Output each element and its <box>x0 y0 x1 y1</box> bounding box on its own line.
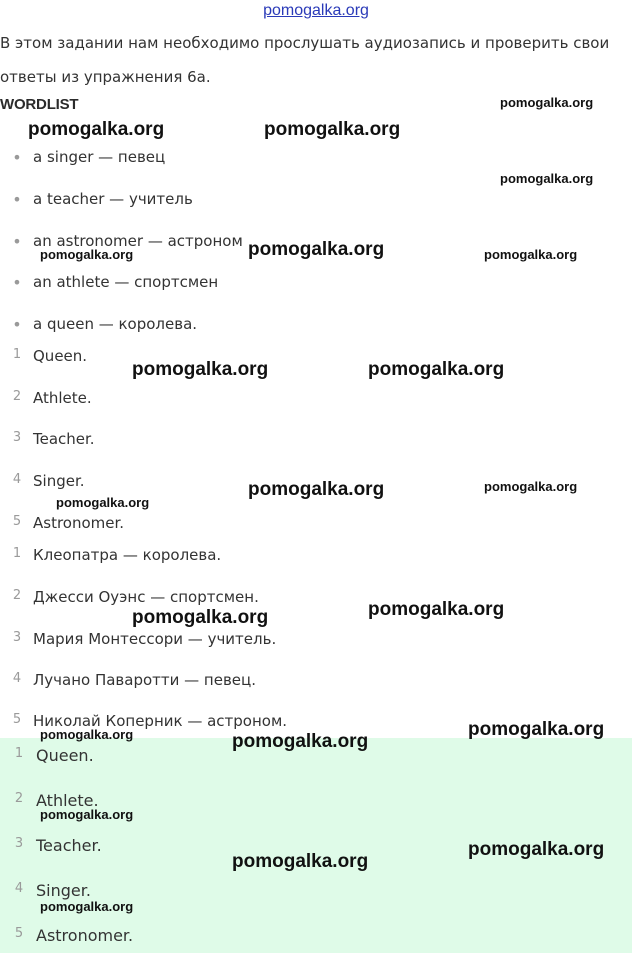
watermark: pomogalka.org <box>484 479 578 494</box>
watermark: pomogalka.org <box>40 727 134 742</box>
watermark: pomogalka.org <box>28 119 165 140</box>
list-number: 5 <box>12 514 22 529</box>
intro-text: В этом задании нам необходимо прослушать аудиозапись и проверить свои ответы из упражнения 6a. <box>0 34 610 86</box>
watermark: pomogalka.org <box>248 479 385 500</box>
bullet-icon: • <box>12 232 22 251</box>
watermark: pomogalka.org <box>40 247 134 262</box>
watermark: pomogalka.org <box>232 731 369 752</box>
bullet-icon: • <box>12 148 22 167</box>
watermark: pomogalka.org <box>56 495 150 510</box>
watermark: pomogalka.org <box>232 851 369 872</box>
list-number: 2 <box>12 588 22 603</box>
list-number: 4 <box>14 881 24 896</box>
watermark: pomogalka.org <box>40 807 134 822</box>
watermark: pomogalka.org <box>264 119 401 140</box>
watermark: pomogalka.org <box>484 247 578 262</box>
list-number: 2 <box>14 791 24 806</box>
list-number: 3 <box>14 836 24 851</box>
watermark: pomogalka.org <box>468 719 605 740</box>
site-link[interactable]: pomogalka.org <box>263 2 369 19</box>
watermark: pomogalka.org <box>40 899 134 914</box>
wordlist-title: WORDLIST <box>0 96 79 113</box>
list-number: 1 <box>14 746 24 761</box>
watermark: pomogalka.org <box>500 95 594 110</box>
watermark: pomogalka.org <box>248 239 385 260</box>
bullet-icon: • <box>12 273 22 292</box>
list-number: 1 <box>12 546 22 561</box>
bullet-icon: • <box>12 315 22 334</box>
list-number: 1 <box>12 347 22 362</box>
watermark: pomogalka.org <box>132 359 269 380</box>
list-number: 4 <box>12 671 22 686</box>
watermark: pomogalka.org <box>468 839 605 860</box>
list-number: 5 <box>12 712 22 727</box>
watermark: pomogalka.org <box>368 359 505 380</box>
watermark: pomogalka.org <box>132 607 269 628</box>
bullet-icon: • <box>12 190 22 209</box>
list-number: 3 <box>12 630 22 645</box>
list-number: 5 <box>14 926 24 941</box>
watermark: pomogalka.org <box>500 171 594 186</box>
list-number: 2 <box>12 389 22 404</box>
watermark: pomogalka.org <box>368 599 505 620</box>
list-number: 3 <box>12 430 22 445</box>
list-number: 4 <box>12 472 22 487</box>
